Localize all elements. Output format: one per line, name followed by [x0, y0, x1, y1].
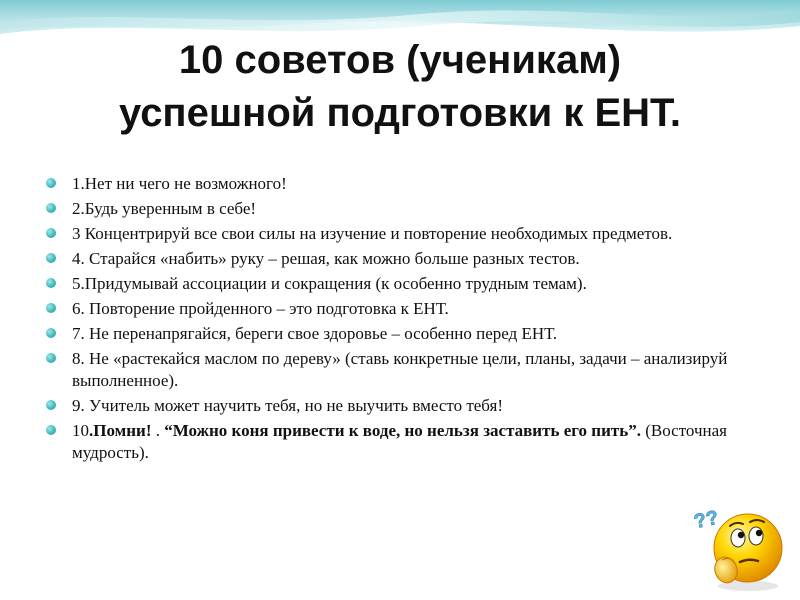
- tip-text: 9. Учитель может научить тебя, но не выучить вместо тебя!: [72, 396, 504, 415]
- question-marks: ??: [692, 506, 721, 534]
- bullet-icon: [46, 353, 56, 363]
- tips-list: [44, 173, 754, 467]
- tip-text: 1.Нет ни чего не возможного!: [72, 174, 287, 193]
- tip-text: 3 Концентрируй все свои силы на изучение и повторение необходимых предметов.: [72, 224, 673, 243]
- tip-text: 6. Повторение пройденного – это подготовка к ЕНТ.: [72, 299, 449, 318]
- bullet-icon: [46, 400, 56, 410]
- thinking-smiley-icon: [692, 500, 792, 595]
- tip-bold-label: .Помни!: [89, 421, 156, 440]
- tip-text: 2.Будь уверенным в себе!: [72, 199, 257, 218]
- tip-separator: .: [155, 421, 165, 440]
- bullet-icon: [46, 303, 56, 313]
- tip-3: [44, 223, 754, 245]
- tip-1: [44, 173, 754, 195]
- tip-10: [44, 420, 754, 464]
- tip-text: 5.Придумывай ассоциации и сокращения (к особенно трудным темам).: [72, 274, 587, 293]
- tip-text: 4. Старайся «набить» руку – решая, как можно больше разных тестов.: [72, 249, 580, 268]
- title-line-1: 10 советов (ученикам): [178, 38, 622, 82]
- tip-9: [44, 395, 754, 417]
- page-title: [0, 34, 800, 140]
- bullet-icon: [46, 328, 56, 338]
- tip-2: [44, 198, 754, 220]
- bullet-icon: [46, 228, 56, 238]
- tip-text: 7. Не перенапрягайся, береги свое здоровье – особенно перед ЕНТ.: [72, 324, 558, 343]
- bullet-icon: [46, 178, 56, 188]
- tip-6: [44, 298, 754, 320]
- tip-source: (Восточная мудрость).: [72, 421, 727, 462]
- tip-8: [44, 348, 754, 392]
- tip-quote: “Можно коня привести к воде, но нельзя заставить его пить”.: [164, 421, 641, 440]
- bullet-icon: [46, 425, 56, 435]
- tip-text: 8. Не «растекайся маслом по дереву» (ставь конкретные цели, планы, задачи – анализируй выполненное).: [72, 349, 728, 390]
- tip-5: [44, 273, 754, 295]
- tip-4: [44, 248, 754, 270]
- tip-7: [44, 323, 754, 345]
- bullet-icon: [46, 278, 56, 288]
- bullet-icon: [46, 203, 56, 213]
- bullet-icon: [46, 253, 56, 263]
- title-line-2: успешной подготовки к ЕНТ.: [118, 91, 682, 135]
- tip-number: 10: [72, 421, 89, 440]
